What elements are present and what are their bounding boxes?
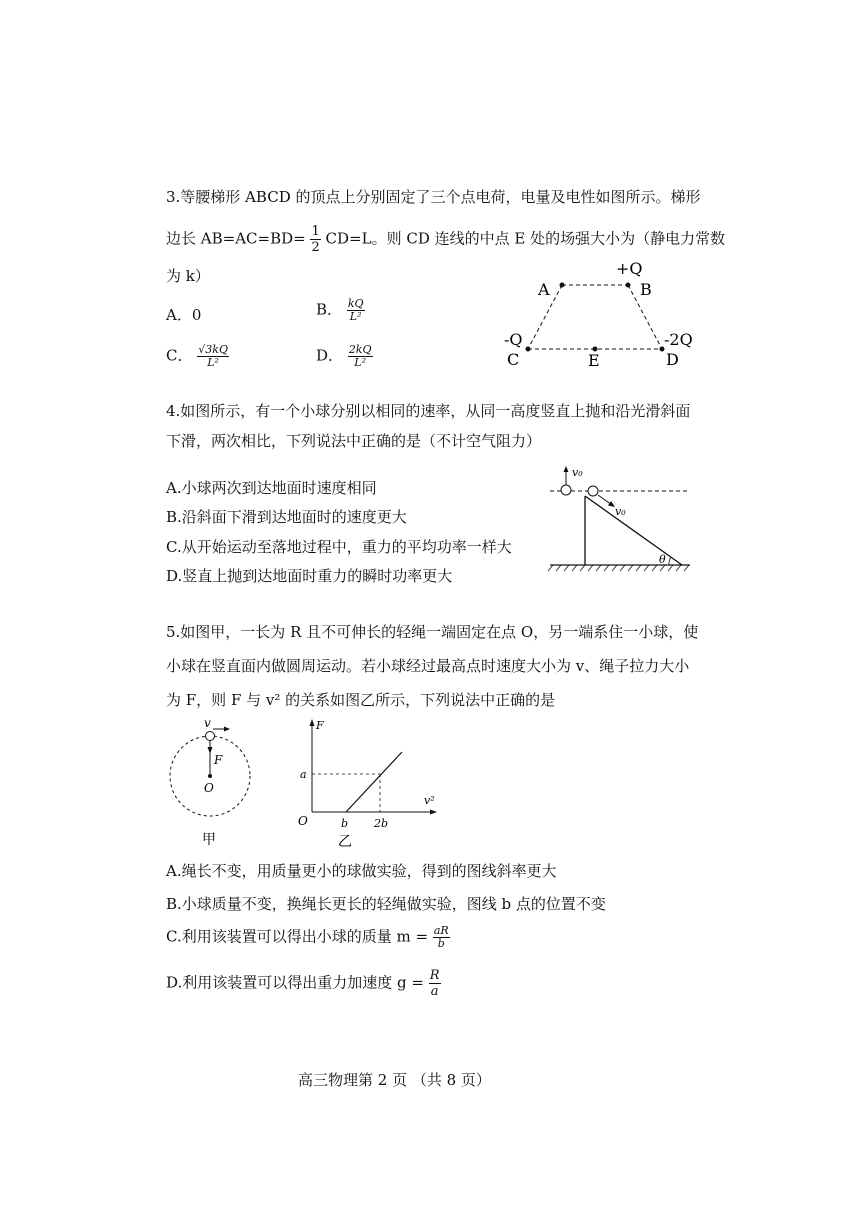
q4-arrow-up-head: [564, 466, 569, 472]
q5-option-d-num: R: [429, 968, 440, 983]
q3-charge-b: +Q: [616, 259, 643, 278]
q3-line2-post: CD=L。则 CD 连线的中点 E 处的场强大小为（静电力常数: [325, 229, 726, 248]
q3-charge-d: -2Q: [664, 330, 693, 349]
q3-stem-line1: 3.等腰梯形 ABCD 的顶点上分别固定了三个点电荷，电量及电性如图所示。梯形: [166, 188, 701, 206]
q5-option-c-den: b: [437, 937, 445, 950]
q3-stem-line2: [166, 224, 725, 255]
q4-v0-slope: v₀: [615, 505, 626, 518]
q4-angle-arc: [669, 557, 671, 565]
q3-option-c-label: C．: [166, 346, 193, 365]
q5-yi-b-label: b: [341, 817, 349, 830]
q3-label-e: E: [588, 351, 600, 370]
q4-stem-line1: 4.如图所示，有一个小球分别以相同的速率，从同一高度竖直上抛和沿光滑斜面: [166, 402, 691, 420]
q5-jia-f-label: F: [214, 753, 223, 767]
q4-arrow-slope-head: [608, 501, 615, 507]
q5-figure-jia: [160, 710, 260, 855]
q3-point-b: [626, 283, 631, 288]
q3-option-d-den: L²: [354, 356, 367, 369]
q4-ball-slope: [588, 486, 598, 496]
q5-jia-force-arrow-head: [208, 747, 213, 754]
q3-option-a: A．0: [166, 306, 202, 324]
q3-charge-c: -Q: [504, 330, 523, 349]
q3-option-b-label: B．: [316, 300, 343, 319]
q4-stem-line2: 下滑，两次相比，下列说法中正确的是（不计空气阻力）: [166, 432, 542, 450]
page-footer: 高三物理第 2 页 （共 8 页）: [298, 1071, 491, 1089]
q5-yi-o-label: O: [298, 814, 308, 828]
q5-option-d-fraction: [429, 968, 441, 999]
q3-point-c: [526, 347, 531, 352]
q5-yi-2b-label: 2b: [374, 817, 389, 830]
q3-option-d-num: 2kQ: [348, 343, 372, 356]
q5-stem-line1: 5.如图甲，一长为 R 且不可伸长的轻绳一端固定在点 O，另一端系住一小球，使: [166, 623, 699, 641]
q5-yi-caption: 乙: [338, 834, 352, 850]
q4-incline-slope: [585, 496, 682, 565]
q4-ground-hatch: [548, 565, 689, 571]
q5-yi-v2-axis-arrow: [430, 810, 437, 815]
q3-label-d: D: [666, 350, 679, 369]
q5-jia-caption: 甲: [202, 832, 216, 848]
q4-incline-figure: [545, 463, 695, 578]
q3-option-c-fraction: [197, 344, 229, 369]
q5-jia-v-arrow-head: [224, 727, 230, 732]
q4-option-b: B.沿斜面下滑到达地面时的速度更大: [166, 508, 407, 526]
q5-yi-v2-axis-label: v²: [424, 794, 435, 807]
q3-label-c: C: [507, 350, 520, 369]
q5-yi-graph-line: [346, 752, 402, 812]
q5-option-d-text: D.利用该装置可以得出重力加速度 g =: [166, 973, 424, 992]
q5-option-c-text: C.利用该装置可以得出小球的质量 m =: [166, 927, 429, 946]
q4-v0-up: v₀: [572, 466, 583, 479]
q5-option-c-num: aR: [433, 924, 449, 937]
q5-stem-line2: 小球在竖直面内做圆周运动。若小球经过最高点时速度大小为 v、绳子拉力大小: [166, 657, 690, 675]
q3-option-b-den: L²: [349, 310, 362, 323]
q3-option-b-num: kQ: [347, 297, 364, 310]
q3-option-b: [316, 298, 365, 323]
q3-option-d: [316, 344, 373, 369]
q3-half-num: 1: [311, 224, 320, 239]
q4-option-a: A.小球两次到达地面时速度相同: [166, 479, 377, 497]
q5-option-b: B.小球质量不变，换绳长更长的轻绳做实验，图线 b 点的位置不变: [166, 895, 606, 913]
q3-label-b: B: [640, 280, 652, 299]
q3-trapezoid-figure: [490, 255, 710, 375]
q3-half-den: 2: [311, 240, 320, 255]
q3-point-a: [560, 283, 565, 288]
q5-stem-line3: 为 F，则 F 与 v² 的关系如图乙所示，下列说法中正确的是: [166, 691, 556, 709]
q4-option-c: C.从开始运动至落地过程中，重力的平均功率一样大: [166, 538, 512, 556]
q5-yi-f-axis-label: F: [316, 719, 324, 732]
q3-line2-pre: 边长 AB=AC=BD=: [166, 229, 306, 248]
q3-option-d-fraction: [348, 344, 373, 369]
q5-jia-ball: [206, 732, 215, 741]
q4-ball-vertical: [561, 485, 571, 495]
q5-jia-v-label: v: [204, 716, 211, 730]
q5-yi-a-label: a: [300, 768, 307, 781]
q5-jia-o-label: O: [204, 781, 214, 795]
q5-jia-center-point: [208, 774, 212, 778]
q5-option-c-fraction: [433, 925, 450, 950]
q5-yi-f-axis-arrow: [310, 719, 315, 726]
q4-theta: θ: [659, 553, 666, 566]
q3-option-b-fraction: [347, 298, 365, 323]
q3-option-c: [166, 344, 229, 369]
q4-option-d: D.竖直上抛到达地面时重力的瞬时功率更大: [166, 567, 453, 585]
q5-option-a: A.绳长不变，用质量更小的球做实验，得到的图线斜率更大: [166, 862, 557, 880]
q5-option-d: [166, 968, 441, 999]
q3-stem-line3: 为 k）: [166, 267, 210, 285]
q5-option-d-den: a: [430, 984, 439, 999]
q3-option-c-num: √3kQ: [198, 343, 228, 356]
q5-figure-yi: [290, 712, 450, 857]
q3-half-fraction: [310, 224, 320, 255]
q3-label-a: A: [538, 280, 550, 299]
q3-option-c-den: L²: [207, 356, 219, 369]
q5-option-c: [166, 925, 450, 950]
q3-option-d-label: D．: [316, 346, 344, 365]
